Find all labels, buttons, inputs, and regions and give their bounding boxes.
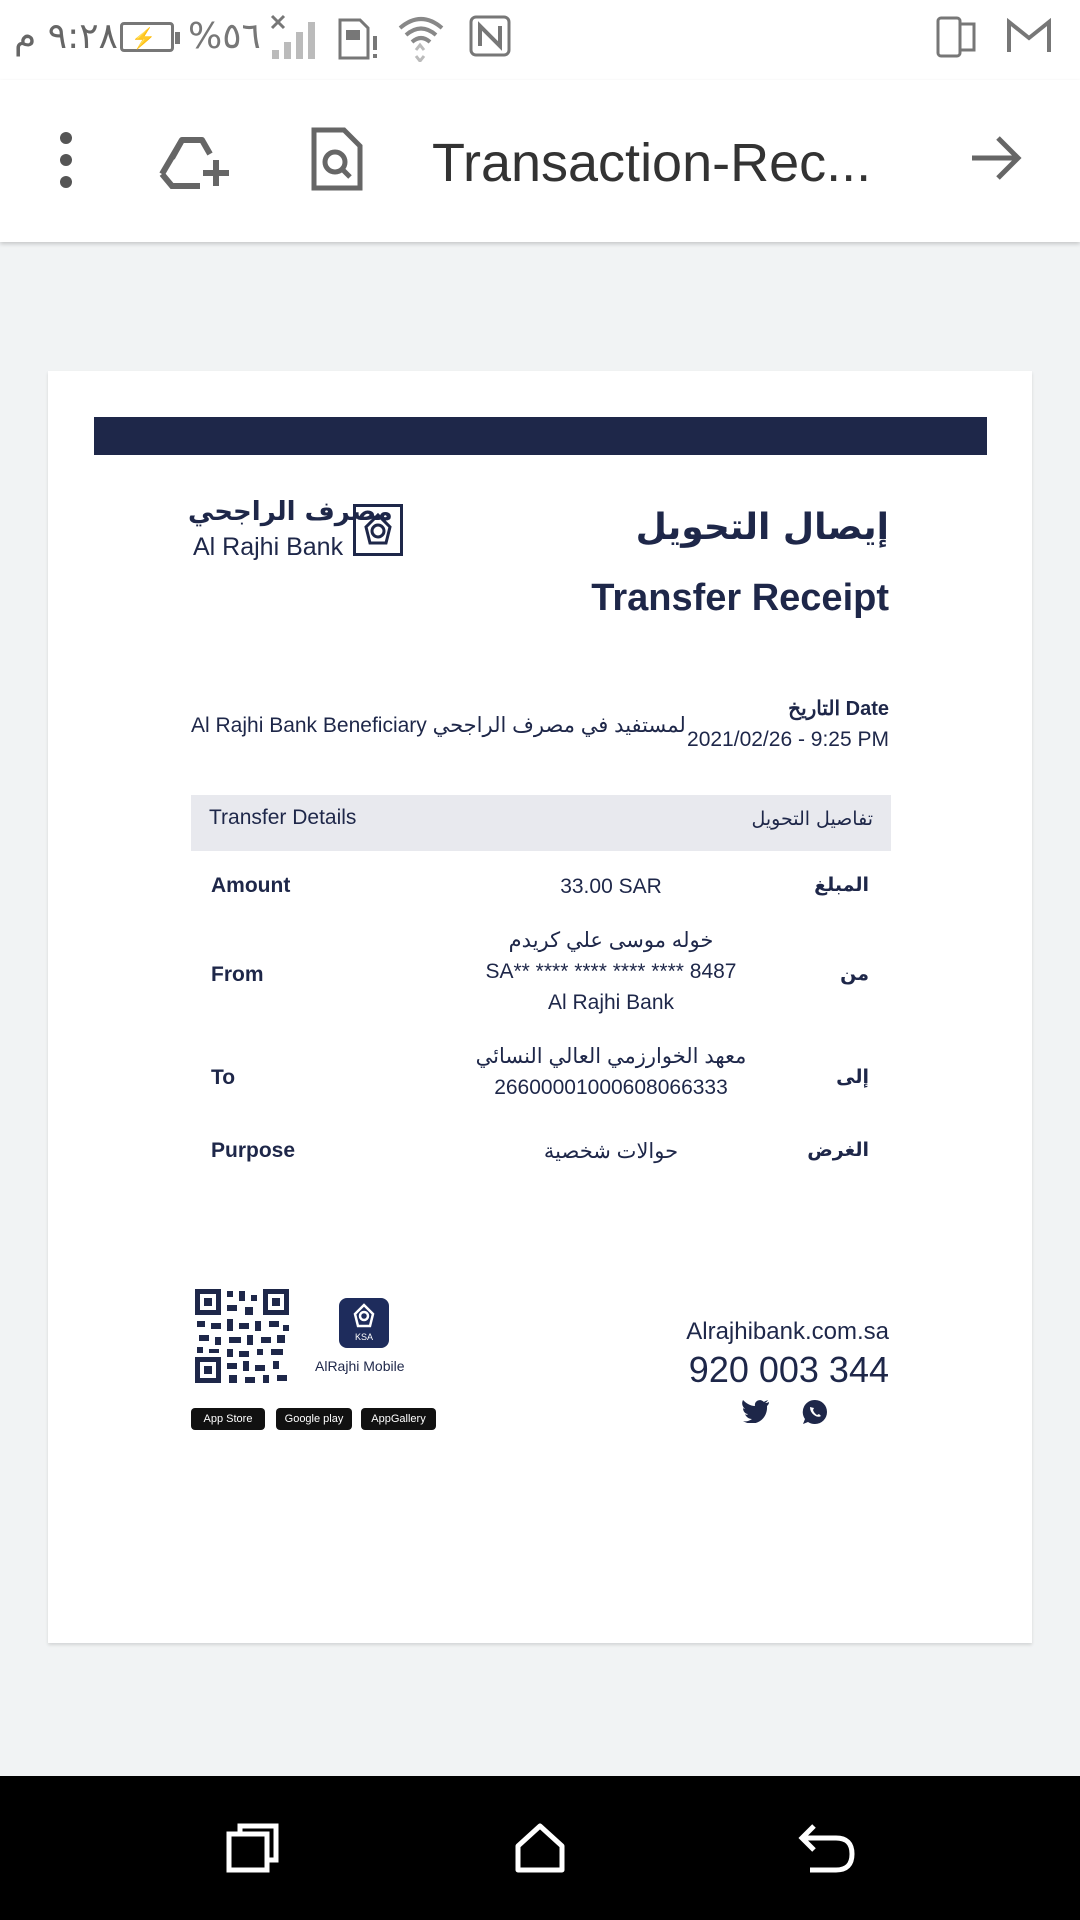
to-value	[391, 1041, 831, 1103]
battery-percent: %٥٦	[188, 16, 261, 57]
transfer-details-header	[191, 795, 891, 851]
app-store-badge[interactable]: App Store	[191, 1408, 265, 1430]
from-label-ar: من	[840, 963, 869, 985]
gmail-icon	[1006, 18, 1052, 54]
beneficiary-type: Al Rajhi Bank Beneficiary لمستفيد في مصرف الراجحي	[191, 714, 686, 737]
document-title: Transaction-Rec...	[432, 133, 872, 193]
qr-code-icon	[193, 1287, 291, 1385]
from-value	[391, 925, 831, 1018]
bank-name-ar: مصرف الراجحي	[188, 497, 393, 527]
status-time: ٩:٢٨ م	[14, 16, 118, 57]
purpose-label: Purpose	[211, 1139, 296, 1162]
purpose-value: حوالات شخصية	[543, 1140, 679, 1163]
wifi-icon	[396, 12, 446, 62]
from-label: From	[211, 963, 264, 986]
title-ar: إيصال التحويل	[635, 507, 889, 548]
date-label: التاريخ Date	[788, 698, 889, 720]
status-bar	[0, 0, 1080, 80]
recipient-account: 26600001000608066333	[494, 1076, 728, 1099]
back-icon[interactable]	[798, 1822, 856, 1874]
bank-name-en: Al Rajhi Bank	[193, 533, 344, 561]
app-gallery-badge[interactable]: AppGallery	[361, 1408, 436, 1430]
more-icon[interactable]	[52, 130, 80, 190]
nfc-icon	[468, 14, 512, 58]
screen-icon	[934, 14, 978, 60]
details-header-en: Transfer Details	[209, 806, 357, 829]
app-bar	[0, 80, 1080, 242]
website-link[interactable]: Alrajhibank.com.sa	[686, 1318, 889, 1345]
google-play-badge[interactable]: Google play	[276, 1408, 352, 1430]
signal-icon	[270, 14, 322, 60]
battery-icon: ⚡	[120, 22, 174, 52]
to-label: To	[211, 1066, 236, 1089]
receipt-page	[48, 371, 1032, 1643]
twitter-icon[interactable]	[742, 1399, 770, 1423]
alrajhi-mobile-label: AlRajhi Mobile	[315, 1358, 405, 1374]
sender-account: SA** **** **** **** **** 8487	[485, 960, 737, 983]
purpose-label-ar: الغرض	[807, 1139, 869, 1161]
amount-label: Amount	[211, 874, 291, 897]
details-header-ar: تفاصيل التحويل	[751, 808, 873, 830]
whatsapp-icon[interactable]	[802, 1399, 828, 1425]
amount-value: 33.00 SAR	[560, 875, 662, 898]
to-label-ar: إلى	[836, 1066, 869, 1088]
title-en: Transfer Receipt	[591, 577, 889, 619]
search-doc-icon[interactable]	[310, 126, 364, 192]
sender-name: خوله موسى علي كريدم	[508, 929, 714, 952]
header-bar	[94, 417, 987, 455]
sender-bank: Al Rajhi Bank	[547, 991, 675, 1014]
recents-icon[interactable]	[226, 1822, 280, 1874]
alrajhi-mobile-app-icon[interactable]	[339, 1298, 389, 1348]
mobile-badge-text: KSA	[354, 1332, 373, 1342]
forward-icon[interactable]	[970, 132, 1024, 184]
navigation-bar	[0, 1776, 1080, 1920]
home-icon[interactable]	[514, 1822, 566, 1874]
sim-icon	[336, 16, 380, 62]
date-value: 2021/02/26 - 9:25 PM	[687, 728, 889, 751]
phone-number[interactable]: 920 003 344	[688, 1349, 889, 1390]
amount-label-ar: المبلغ	[814, 874, 869, 896]
recipient-name: معهد الخوارزمي العالي النسائي	[475, 1045, 747, 1068]
drive-add-icon[interactable]	[158, 124, 230, 190]
